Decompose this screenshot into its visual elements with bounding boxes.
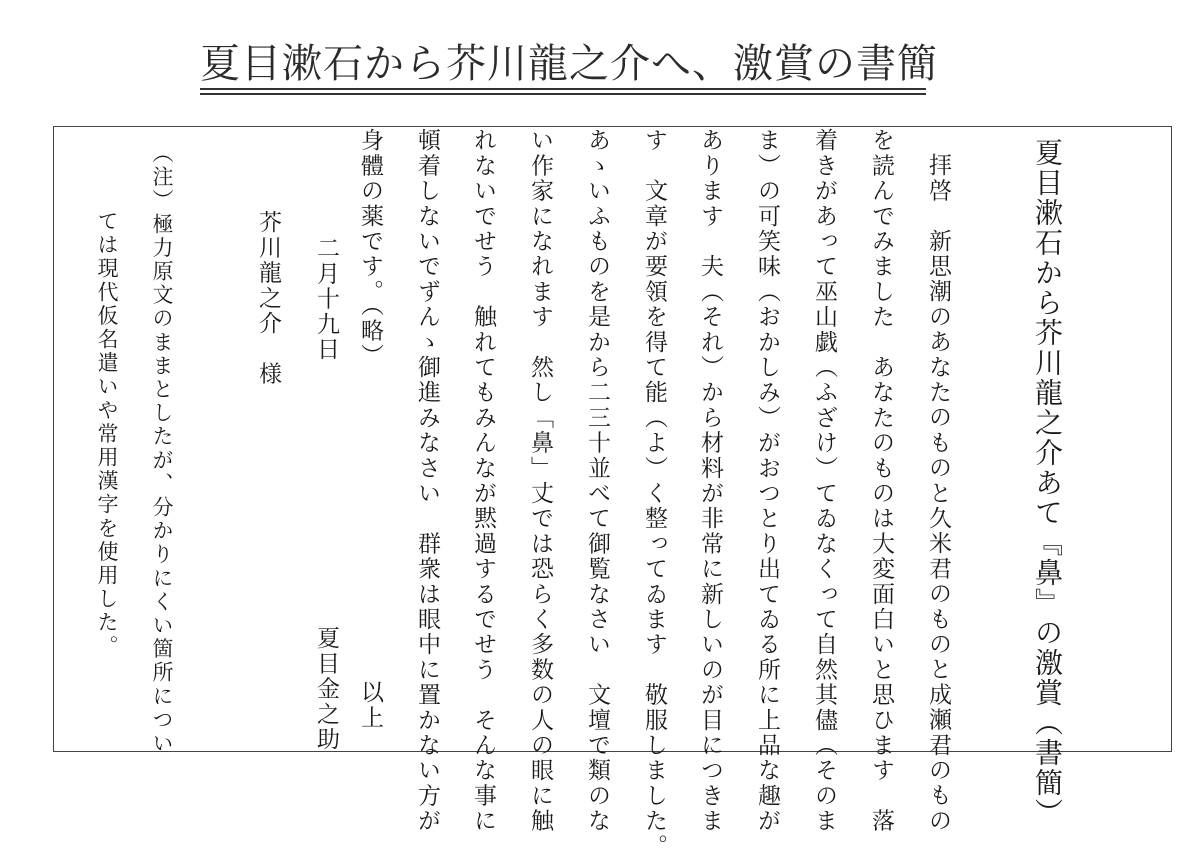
letter-closing: 以上 (357, 680, 383, 731)
letter-line: ま）の可笑味（おかしみ）がおつとり出てゐる所に上品な趣が (754, 128, 780, 834)
letter-date: 二月十九日 (313, 236, 339, 362)
letter-line: 頓着しないでずんゝ御進みなさい 群衆は眼中に置かない方が (414, 128, 440, 834)
letter-line: い作家になれます 然し「鼻」丈では恐らく多数の人の眼に触 (527, 128, 553, 834)
letter-line: あゝいふものを是から二三十並べて御覧なさい 文壇で類のな (584, 128, 610, 834)
letter-box (53, 126, 1172, 752)
letter-line: 身體の薬です。（略） (357, 128, 383, 369)
page-title: 夏目漱石から芥川龍之介へ、激賞の書簡 (200, 41, 938, 87)
letter-heading: 夏目漱石から芥川龍之介あて『鼻』の激賞（書簡） (1031, 138, 1064, 828)
title-underline (200, 88, 926, 90)
letter-line: 着きがあって巫山戯（ふざけ）てゐなくって自然其儘（そのま (811, 128, 837, 834)
letter-line: を読んでみました あなたのものは大変面白いと思ひます 落 (868, 128, 894, 834)
letter-line: す 文章が要領を得て能（よ）く整ってゐます 敬服しました。 (641, 128, 667, 859)
letter-recipient: 芥川龍之介 様 (255, 210, 281, 387)
title-underline-second (200, 93, 926, 95)
note-line: （注）極力原文のままとしたが、分かりにくい箇所につい (150, 142, 174, 756)
letter-sender: 夏目金之助 (313, 626, 339, 752)
letter-line: 拝啓 新思潮のあなたのものと久米君のものと成瀬君のもの (925, 153, 951, 834)
letter-line: あります 夫（それ）から材料が非常に新しいのが目につきま (697, 128, 723, 834)
note-line: ては現代仮名遣いや常用漢字を使用した。 (95, 210, 119, 659)
letter-line: れないでせう 触れてもみんなが黙過するでせう そんな事に (470, 128, 496, 834)
